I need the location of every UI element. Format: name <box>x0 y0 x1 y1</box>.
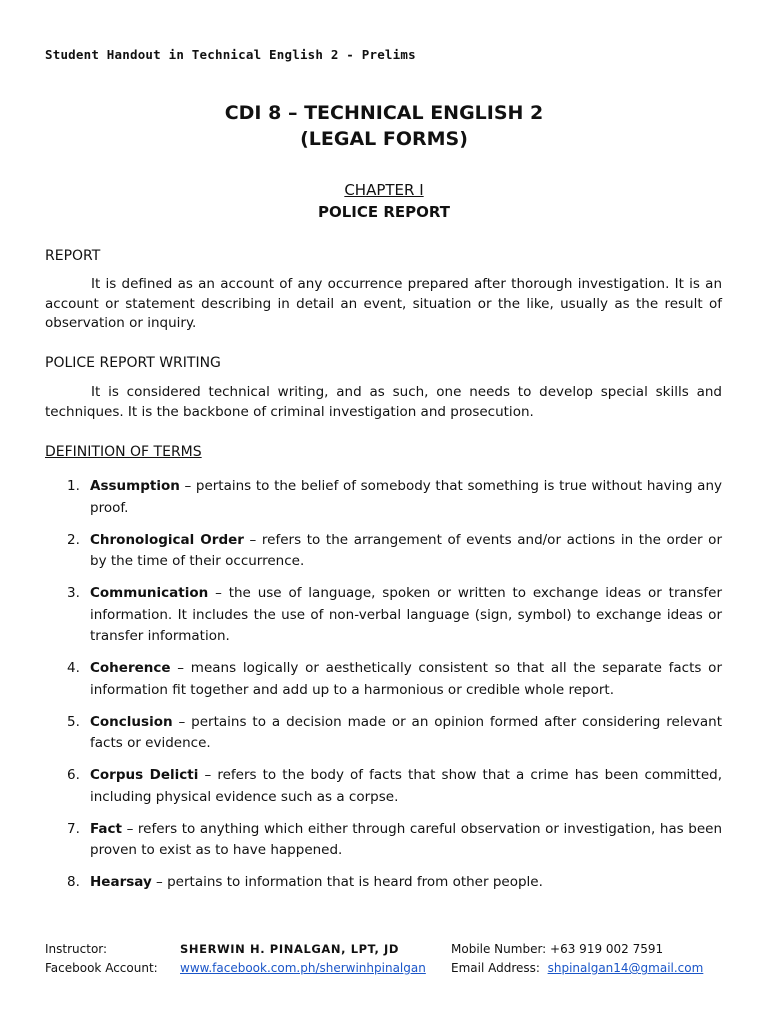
term-description: – pertains to information that is heard from other people. <box>151 874 543 890</box>
section-heading-report: REPORT <box>45 248 101 264</box>
term: Coherence <box>90 660 171 676</box>
list-item: 2. Chronological Order – refers to the arrangement of events and/or actions in the order or by the time of their occurrence. <box>67 531 722 569</box>
footer-row-2 <box>45 959 745 978</box>
list-item: 1. Assumption – pertains to the belief of somebody that something is true without having any proof. <box>67 478 722 516</box>
term-description: – refers to the arrangement of events and/or actions in the order or by the time of their occurrence. <box>90 531 722 569</box>
instructor-label: Instructor: <box>45 942 108 956</box>
list-item: 5. Conclusion – pertains to a decision made or an opinion formed after considering relevant facts or evidence. <box>67 713 722 751</box>
term-description: – pertains to a decision made or an opinion formed after considering relevant facts or evidence. <box>90 713 722 751</box>
term: Chronological Order <box>90 531 244 548</box>
facebook-cell <box>180 959 451 978</box>
facebook-label: Facebook Account: <box>45 961 158 975</box>
instructor-name: SHERWIN H. PINALGAN, LPT, JD <box>180 942 400 956</box>
term-description: – refers to anything which either through careful observation or investigation, has been proven to exist as to have happened. <box>90 820 722 858</box>
term-description: – the use of language, spoken or written to exchange ideas or transfer information. It includes the use of non-verbal language (sign, symbol) to exchange ideas or transfer information. <box>90 585 722 644</box>
facebook-link[interactable]: www.facebook.com.ph/sherwinhpinalgan <box>180 961 426 975</box>
term: Communication <box>90 585 209 601</box>
chapter-title: POLICE REPORT <box>317 203 450 221</box>
term-description: – refers to the body of facts that show that a crime has been committed, including physical evidence such as a corpse. <box>90 767 722 805</box>
term: Fact <box>90 820 122 837</box>
section-heading-police-report-writing: POLICE REPORT WRITING <box>45 355 221 371</box>
term: Hearsay <box>90 874 152 890</box>
chapter-label: CHAPTER I <box>344 181 424 199</box>
list-item: 8. Hearsay – pertains to information that is heard from other people. <box>67 874 543 890</box>
term-description: – pertains to the belief of somebody that something is true without having any proof. <box>90 478 722 516</box>
term: Conclusion <box>90 713 173 730</box>
list-item: 6. Corpus Delicti – refers to the body of facts that show that a crime has been committed, including physical evidence such as a corpse. <box>67 767 722 805</box>
running-header: Student Handout in Technical English 2 - Prelims <box>45 47 416 62</box>
mobile-number: Mobile Number: +63 919 002 7591 <box>451 942 664 956</box>
list-item: 4. Coherence – means logically or aesthetically consistent so that all the separate facts or information fit together and add up to a harmonious or credible whole report. <box>67 660 722 698</box>
list-item: 7. Fact – refers to anything which either through careful observation or investigation, has been proven to exist as to have happened. <box>67 820 722 858</box>
email-cell: Email Address: shpinalgan14@gmail.com <box>451 961 704 975</box>
document-title: CDI 8 – TECHNICAL ENGLISH 2 <box>224 102 544 124</box>
term-description: – means logically or aesthetically consistent so that all the separate facts or information fit together and add up to a harmonious or credible whole report. <box>90 660 722 698</box>
email-link[interactable]: shpinalgan14@gmail.com <box>547 961 704 975</box>
page-footer <box>45 940 745 978</box>
section-text-report: It is defined as an account of any occurrence prepared after thorough investigation. It is an account or statement describing in detail an event, situation or the like, usually as the result of observation or inquiry. <box>45 276 722 331</box>
term: Assumption <box>90 478 180 494</box>
document-subtitle: (LEGAL FORMS) <box>300 128 468 150</box>
definitions-list <box>45 476 722 904</box>
footer-row-1 <box>45 940 745 959</box>
section-text-police-report-writing: It is considered technical writing, and as such, one needs to develop special skills and techniques. It is the backbone of criminal investigation and prosecution. <box>45 384 722 420</box>
list-item: 3. Communication – the use of language, spoken or written to exchange ideas or transfer information. It includes the use of non-verbal language (sign, symbol) to exchange ideas or transfer information. <box>67 585 722 644</box>
definitions-heading: DEFINITION OF TERMS <box>45 444 202 460</box>
term: Corpus Delicti <box>90 767 199 783</box>
